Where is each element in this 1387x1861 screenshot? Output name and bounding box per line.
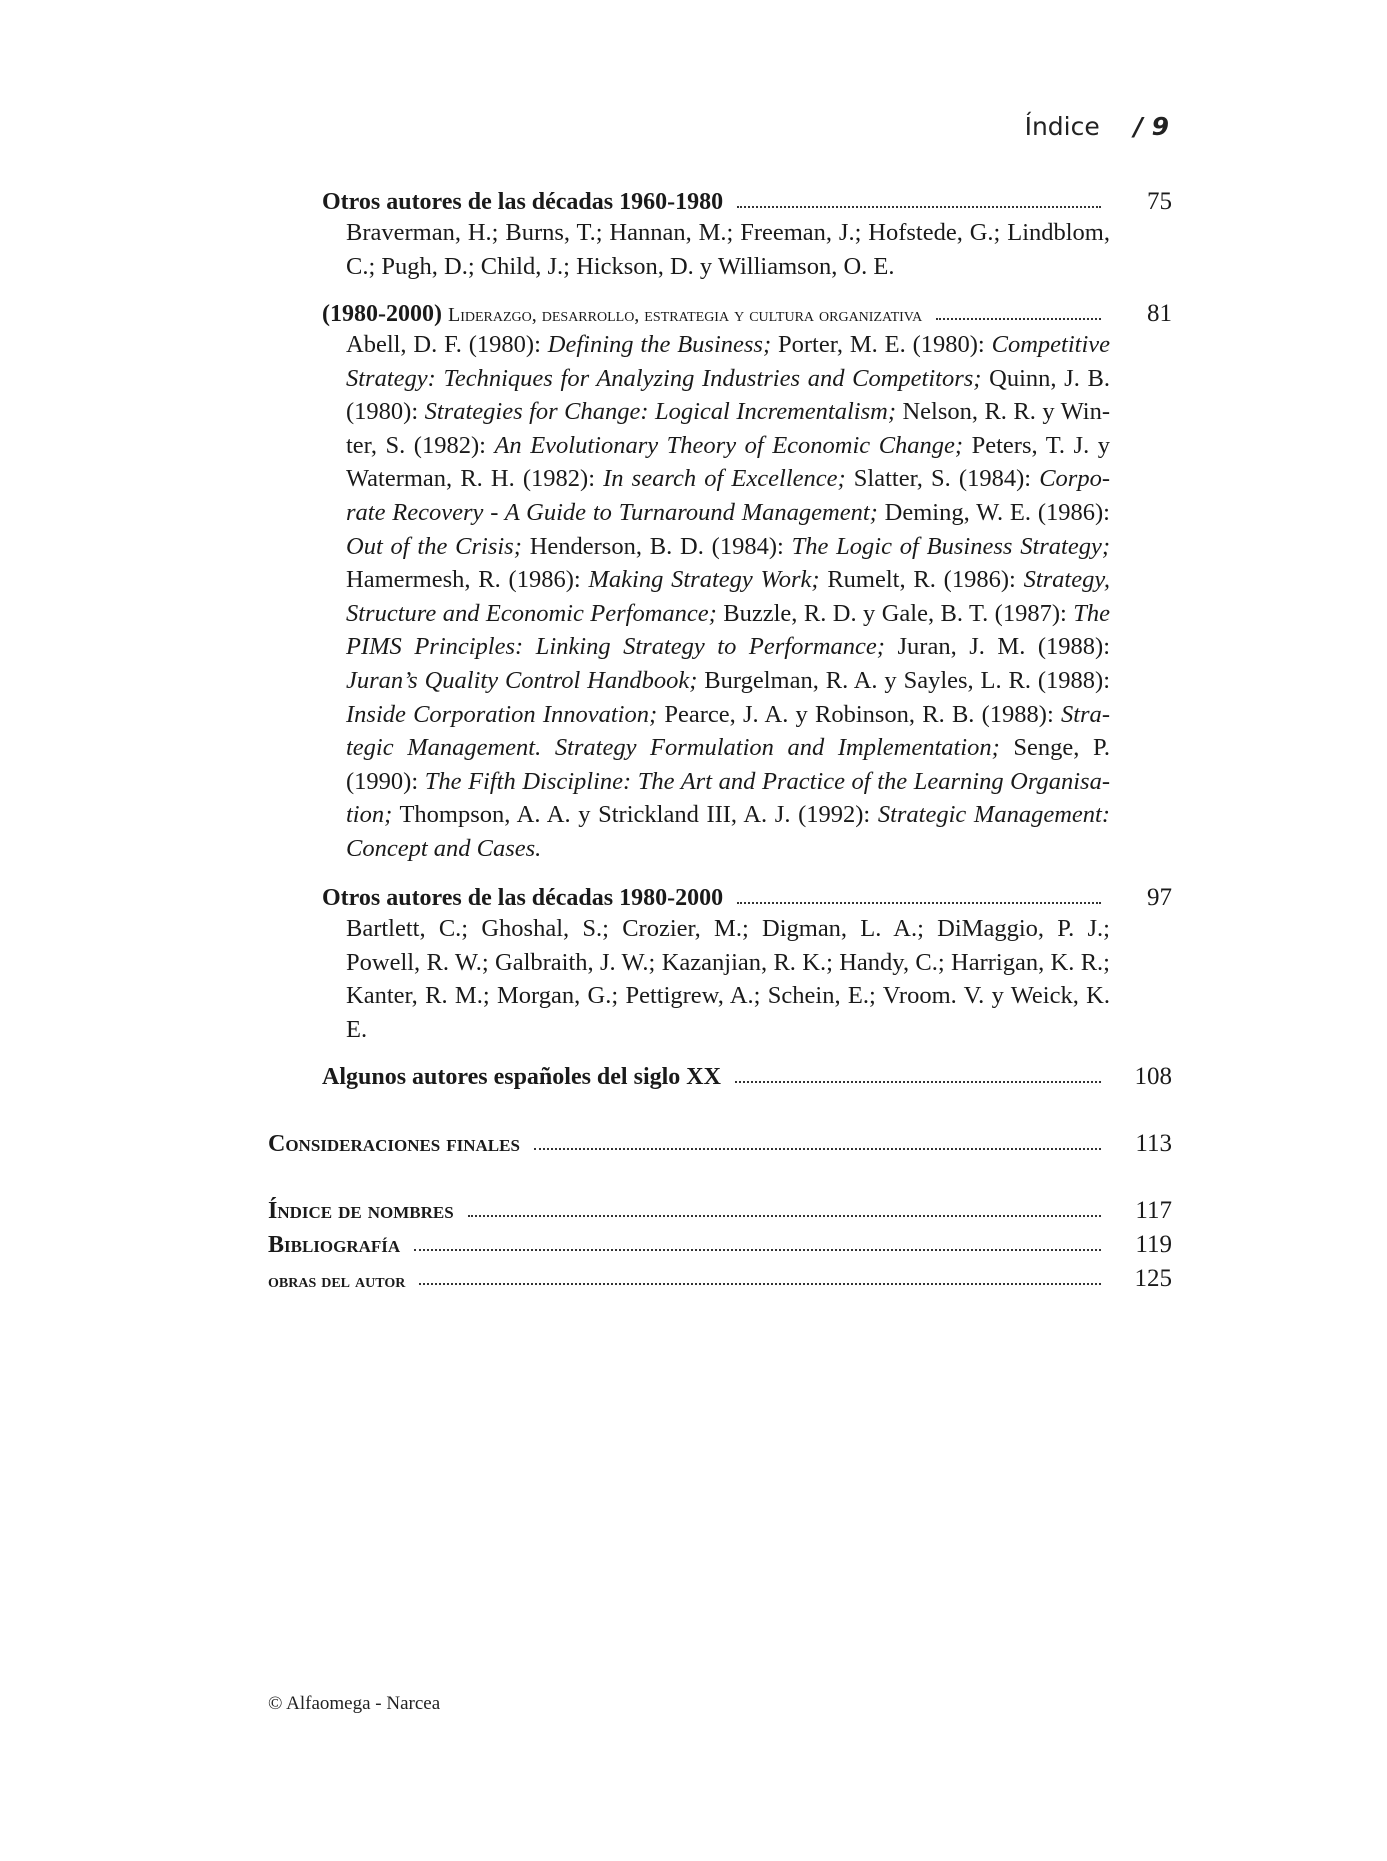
dot-leader [936, 318, 1101, 320]
toc-entry-bibliografia [268, 1223, 1172, 1259]
ref-text: Thompson, A. A. y Strickland III, A. J. (1992): [392, 801, 878, 829]
dot-leader [737, 206, 1101, 208]
ref-text: Pearce, J. A. y Robinson, R. B. (1988): [657, 700, 1061, 728]
entry-page-number: 125 [1134, 1265, 1172, 1292]
ref-text: Porter, M. E. (1980): [771, 331, 992, 358]
dot-leader [534, 1148, 1101, 1150]
dot-leader [737, 902, 1101, 904]
ref-title: In search of Excellence; [603, 465, 846, 493]
entry-author-list: Braverman, H.; Burns, T.; Hannan, M.; Freeman, J.; Hofstede, G.; Lindblom, C.; Pugh, D.; Child, J.; Hickson, D. y Williamson, O. E. [346, 219, 1110, 280]
ref-text: Slatter, S. (1984): [845, 465, 1040, 493]
entry-page-number: 108 [1134, 1063, 1172, 1090]
ref-title: The Fifth Discipline: The Art and Practice of the Learning Organisation; [346, 767, 1111, 829]
running-head [1025, 112, 1169, 141]
ref-text: Quinn, J. B. (1980): [346, 364, 1110, 426]
entry-heading [322, 1055, 1172, 1091]
entry-heading [322, 180, 1172, 216]
copyright-footer: © Alfaomega - Narcea [268, 1693, 441, 1714]
entry-title: Consideraciones finales [268, 1131, 520, 1157]
entry-heading [322, 876, 1172, 912]
ref-text: Peters, T. J. y Waterman, R. H. (1982): [346, 431, 1110, 493]
ref-title: Strategy, Structure and Economic Perfomance; [346, 566, 1111, 627]
toc-entry-otros-autores-1960-1980 [322, 180, 1172, 283]
ref-title: Strategies for Change: Logical Incrementalism; [424, 398, 896, 426]
ref-title: Out of the Crisis; [346, 532, 522, 560]
ref-text: Burgelman, R. A. y Sayles, L. R. (1988): [697, 666, 1110, 694]
entry-reference-list [346, 328, 1110, 866]
ref-title: Making Strategy Work; [588, 566, 820, 594]
entry-title: obras del autor [268, 1270, 406, 1292]
toc-entry-indice-de-nombres [268, 1189, 1172, 1225]
ref-text: Henderson, B. D. (1984): [521, 532, 792, 560]
entry-page-number: 75 [1147, 188, 1172, 215]
ref-title: Inside Corporation Innovation; [346, 700, 658, 728]
toc-entry-otros-autores-1980-2000 [322, 876, 1172, 1046]
dot-leader [414, 1249, 1101, 1251]
entry-title: Otros autores de las décadas 1960-1980 [322, 189, 724, 215]
ref-title: Juran’s Quality Control Handbook; [346, 666, 698, 694]
ref-title: Corporate Recovery - A Guide to Turnaround Management; [346, 465, 1111, 526]
ref-title: An Evolutionary Theory of Economic Change; [494, 431, 964, 459]
toc-entry-1980-2000 [322, 292, 1172, 866]
entry-title: Bibliografía [268, 1232, 401, 1258]
ref-text: Abell, D. F. (1980): [346, 331, 548, 358]
ref-text: Juran, J. M. (1988): [884, 633, 1111, 661]
ref-title: Competitive Strategy: Techniques for Analyzing Industries and Competitors; [346, 331, 1110, 392]
entry-page-number: 119 [1135, 1231, 1172, 1258]
toc-entry-consideraciones-finales [268, 1122, 1172, 1158]
entry-page-number: 97 [1147, 884, 1172, 911]
entry-title: Índice de nombres [268, 1198, 454, 1224]
entry-title-caps: Liderazgo, desarrollo, estrategia y cultura organizativa [447, 304, 923, 326]
ref-title: The Logic of Business Strategy; [791, 532, 1111, 560]
entry-title: Otros autores de las décadas 1980-2000 [322, 885, 724, 911]
ref-title: Defining the Business; [547, 331, 772, 358]
entry-title: Algunos autores españoles del siglo XX [322, 1064, 721, 1090]
entry-page-number: 113 [1135, 1130, 1172, 1157]
ref-text: Rumelt, R. (1986): [819, 566, 1024, 594]
toc-entry-obras-del-autor [268, 1257, 1172, 1293]
entry-title [322, 301, 922, 328]
ref-title: The PIMS Principles: Linking Strategy to Performance; [346, 599, 1110, 661]
ref-text: Hamermesh, R. (1986): [346, 566, 589, 594]
dot-leader [468, 1215, 1101, 1217]
ref-text: Senge, P. (1990): [346, 734, 1110, 795]
ref-text: Buzzle, R. D. y Gale, B. T. (1987): [716, 599, 1074, 627]
entry-title-years: (1980-2000) [322, 301, 442, 327]
ref-text: Deming, W. E. (1986): [877, 498, 1110, 526]
ref-title: Strategic Management. Strategy Formulation and Implementation; [346, 700, 1110, 762]
dot-leader [419, 1283, 1101, 1285]
ref-text: Nelson, R. R. y Winter, S. (1982): [346, 398, 1110, 459]
entry-page-number: 117 [1135, 1197, 1172, 1224]
entry-heading [322, 292, 1172, 328]
dot-leader [735, 1081, 1101, 1083]
ref-title: Strategic Management: Concept and Cases. [346, 801, 1110, 862]
running-head-label: Índice [1024, 112, 1100, 141]
entry-author-list: Bartlett, C.; Ghoshal, S.; Crozier, M.; Digman, L. A.; DiMaggio, P. J.; Powell, R. W.; Galbraith, J. W.; Kazanjian, R. K.; Handy, C.; Harrigan, K. R.; Kanter, R. M.; Morgan, G.; Pettigrew, A.; Schein, E.; Vroom. V. y Weick, K. E. [346, 915, 1110, 1043]
toc-entry-autores-espanoles [322, 1055, 1172, 1091]
running-head-page-number: / 9 [1133, 112, 1169, 141]
entry-page-number: 81 [1147, 300, 1172, 327]
